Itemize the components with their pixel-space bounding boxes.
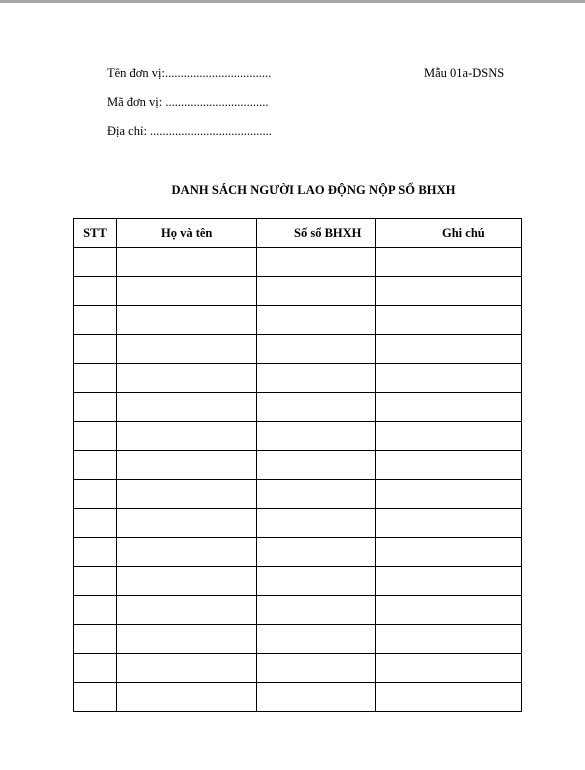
insurance-book-number-cell xyxy=(257,277,376,306)
table-row xyxy=(74,480,522,509)
table-row xyxy=(74,277,522,306)
table-row xyxy=(74,538,522,567)
notes-cell xyxy=(376,596,522,625)
notes-cell xyxy=(376,625,522,654)
insurance-book-number-cell xyxy=(257,480,376,509)
insurance-book-number-cell xyxy=(257,364,376,393)
notes-cell xyxy=(376,538,522,567)
full-name-cell xyxy=(117,625,257,654)
insurance-book-number-cell xyxy=(257,509,376,538)
stt-cell xyxy=(74,306,117,335)
table-row xyxy=(74,683,522,712)
insurance-book-number-cell xyxy=(257,654,376,683)
column-header-stt: STT xyxy=(74,219,117,248)
stt-cell xyxy=(74,335,117,364)
table-body xyxy=(74,248,522,712)
address-field: Địa chỉ: ....................................... xyxy=(107,124,272,138)
stt-cell xyxy=(74,596,117,625)
insurance-book-number-cell xyxy=(257,306,376,335)
notes-cell xyxy=(376,335,522,364)
stt-cell xyxy=(74,451,117,480)
notes-cell xyxy=(376,567,522,596)
stt-cell xyxy=(74,654,117,683)
column-header-full-name: Họ và tên xyxy=(117,219,257,248)
stt-cell xyxy=(74,248,117,277)
insurance-book-number-cell xyxy=(257,422,376,451)
full-name-cell xyxy=(117,683,257,712)
full-name-cell xyxy=(117,248,257,277)
notes-cell xyxy=(376,683,522,712)
notes-cell xyxy=(376,422,522,451)
stt-cell xyxy=(74,509,117,538)
full-name-cell xyxy=(117,393,257,422)
insurance-book-number-cell xyxy=(257,248,376,277)
stt-cell xyxy=(74,480,117,509)
stt-cell xyxy=(74,364,117,393)
column-header-insurance-book-number: Số sổ BHXH xyxy=(257,219,376,248)
table-row xyxy=(74,422,522,451)
full-name-cell xyxy=(117,422,257,451)
employee-roster-table xyxy=(73,218,522,712)
insurance-book-number-cell xyxy=(257,625,376,654)
insurance-book-number-cell xyxy=(257,567,376,596)
table-row xyxy=(74,393,522,422)
notes-cell xyxy=(376,248,522,277)
full-name-cell xyxy=(117,306,257,335)
stt-cell xyxy=(74,538,117,567)
form-code: Mẫu 01a-DSNS xyxy=(424,66,505,80)
full-name-cell xyxy=(117,596,257,625)
unit-code-field: Mã đơn vị: ................................. xyxy=(107,95,269,109)
notes-cell xyxy=(376,364,522,393)
full-name-cell xyxy=(117,364,257,393)
insurance-book-number-cell xyxy=(257,451,376,480)
table-row xyxy=(74,451,522,480)
full-name-cell xyxy=(117,277,257,306)
full-name-cell xyxy=(117,480,257,509)
table-row xyxy=(74,625,522,654)
stt-cell xyxy=(74,625,117,654)
full-name-cell xyxy=(117,538,257,567)
full-name-cell xyxy=(117,335,257,364)
insurance-book-number-cell xyxy=(257,335,376,364)
table-row xyxy=(74,364,522,393)
table-row xyxy=(74,567,522,596)
stt-cell xyxy=(74,393,117,422)
insurance-book-number-cell xyxy=(257,393,376,422)
document-title: DANH SÁCH NGƯỜI LAO ĐỘNG NỘP SỔ BHXH xyxy=(171,183,456,197)
notes-cell xyxy=(376,451,522,480)
notes-cell xyxy=(376,654,522,683)
insurance-book-number-cell xyxy=(257,538,376,567)
full-name-cell xyxy=(117,567,257,596)
stt-cell xyxy=(74,422,117,451)
notes-cell xyxy=(376,509,522,538)
table-row xyxy=(74,596,522,625)
full-name-cell xyxy=(117,654,257,683)
table-row xyxy=(74,306,522,335)
full-name-cell xyxy=(117,451,257,480)
insurance-book-number-cell xyxy=(257,683,376,712)
stt-cell xyxy=(74,683,117,712)
column-header-notes: Ghi chú xyxy=(376,219,522,248)
window-top-border xyxy=(0,0,585,3)
notes-cell xyxy=(376,306,522,335)
table-header-row xyxy=(74,219,522,248)
stt-cell xyxy=(74,277,117,306)
notes-cell xyxy=(376,393,522,422)
full-name-cell xyxy=(117,509,257,538)
notes-cell xyxy=(376,480,522,509)
table-row xyxy=(74,335,522,364)
notes-cell xyxy=(376,277,522,306)
stt-cell xyxy=(74,567,117,596)
table-row xyxy=(74,509,522,538)
insurance-book-number-cell xyxy=(257,596,376,625)
table-row xyxy=(74,248,522,277)
unit-name-field: Tên đơn vị:.................................. xyxy=(107,66,272,80)
table-row xyxy=(74,654,522,683)
